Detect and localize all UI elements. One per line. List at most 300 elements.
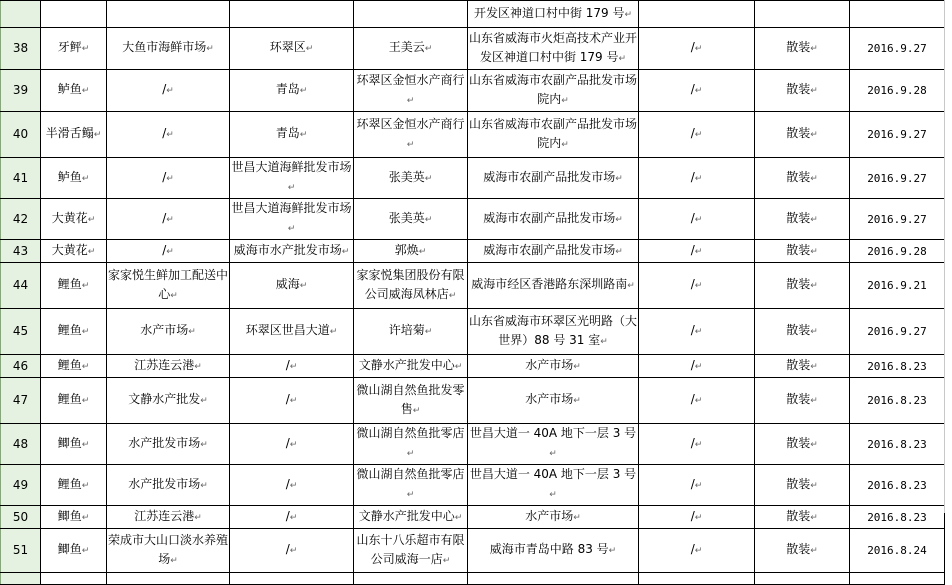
species-cell[interactable] [41,506,107,529]
row-number[interactable] [1,240,41,263]
paragraph-mark-icon: ↵ [442,555,451,566]
seller-cell[interactable] [354,506,468,529]
cell-text: / [285,542,290,556]
origin-cell[interactable] [230,263,354,309]
paragraph-mark-icon: ↵ [618,53,627,64]
table-row [1,263,945,309]
cell-text: 开发区神道口村中街 179 号 [473,5,625,20]
cell-text: / [162,242,167,257]
paragraph-mark-icon: ↵ [810,439,818,450]
paragraph-mark-icon: ↵ [299,130,308,140]
paragraph-mark-icon: ↵ [694,173,703,184]
cell-text: 2016.8.23 [867,478,927,492]
address-cell[interactable] [468,529,639,573]
cell-text: 张美英 [388,210,425,225]
source-cell[interactable] [107,240,230,263]
row-number[interactable] [1,573,41,585]
cell-text: 世昌大道海鲜批发市场 [231,160,352,174]
species-cell[interactable] [41,28,107,70]
species-cell[interactable] [41,240,107,263]
paragraph-mark-icon: ↵ [561,139,569,150]
seller-cell[interactable] [354,1,468,28]
table-row [1,70,945,112]
source-cell[interactable] [107,529,230,573]
row-number[interactable] [1,309,41,355]
paragraph-mark-icon: ↵ [694,130,703,140]
table-row [1,28,945,70]
source-cell[interactable] [107,309,230,355]
cell-text: 2016.8.23 [867,510,927,524]
paragraph-mark-icon: ↵ [810,214,818,225]
cell-text: 44 [12,278,29,292]
spec-cell[interactable] [639,158,755,199]
packaging-cell[interactable] [755,465,850,506]
cell-text: 王美云 [388,40,425,54]
date-cell[interactable] [850,240,945,263]
origin-cell[interactable] [230,309,354,355]
seller-cell[interactable] [354,112,468,158]
cell-text: 威海市农副产品批发市场 [483,210,616,225]
paragraph-mark-icon: ↵ [87,214,96,225]
spec-cell[interactable] [639,573,755,585]
cell-text: 50 [12,509,29,524]
cell-text: 环翠区金恒水产商行 [356,72,465,87]
cell-text: 荣成市大山口淡水养殖场 [108,532,229,566]
cell-text: 山东省威海市农副产品批发市场院内 [469,72,638,106]
paragraph-mark-icon: ↵ [194,512,202,523]
packaging-cell[interactable] [755,112,850,158]
address-cell[interactable] [468,199,639,240]
packaging-cell[interactable] [755,309,850,355]
seller-cell[interactable] [354,378,468,424]
paragraph-mark-icon: ↵ [341,246,350,257]
cell-text: 水产市场 [140,323,189,337]
address-cell[interactable] [468,506,639,529]
cell-text: 散装 [786,210,811,225]
cell-text: 鲤鱼 [57,277,82,291]
spec-cell[interactable] [639,465,755,506]
source-cell[interactable] [107,158,230,199]
origin-cell[interactable] [230,28,354,70]
packaging-cell[interactable] [755,573,850,585]
paragraph-mark-icon: ↵ [615,214,623,225]
cell-text: 51 [12,543,29,557]
cell-text: 文静水产批发 [128,392,201,406]
species-cell[interactable] [41,465,107,506]
table-row [1,529,945,573]
paragraph-mark-icon: ↵ [424,44,433,54]
seller-cell[interactable] [354,355,468,378]
cell-text: 2016.8.23 [867,437,927,451]
origin-cell[interactable] [230,240,354,263]
date-cell[interactable] [850,1,945,28]
paragraph-mark-icon: ↵ [406,95,415,106]
paragraph-mark-icon: ↵ [694,480,703,491]
species-cell[interactable] [41,529,107,573]
species-cell[interactable] [41,199,107,240]
packaging-cell[interactable] [755,28,850,70]
paragraph-mark-icon: ↵ [600,336,608,347]
date-cell[interactable] [850,424,945,465]
seller-cell[interactable] [354,529,468,573]
paragraph-mark-icon: ↵ [299,281,308,291]
source-cell[interactable] [107,112,230,158]
seller-cell[interactable] [354,199,468,240]
paragraph-mark-icon: ↵ [561,95,569,106]
spec-cell[interactable] [639,506,755,529]
spec-cell[interactable] [639,28,755,70]
spec-cell[interactable] [639,378,755,424]
cell-text: 山东省威海市农副产品批发市场院内 [469,116,638,150]
cell-text: 威海 [275,277,300,291]
cell-text: 许培菊 [388,323,425,337]
seller-cell[interactable] [354,309,468,355]
paragraph-mark-icon: ↵ [406,449,415,459]
packaging-cell[interactable] [755,240,850,263]
cell-text: 鲤鱼 [57,392,82,406]
cell-text: 散装 [786,392,811,406]
address-cell[interactable] [468,309,639,355]
paragraph-mark-icon: ↵ [299,86,308,96]
seller-cell[interactable] [354,28,468,70]
packaging-cell[interactable] [755,529,850,573]
row-number[interactable] [1,465,41,506]
seller-cell[interactable] [354,573,468,585]
species-cell[interactable] [41,424,107,465]
cell-text: 文静水产批发中心 [358,357,455,372]
origin-cell[interactable] [230,112,354,158]
paragraph-mark-icon: ↵ [573,512,581,523]
paragraph-mark-icon: ↵ [289,512,298,523]
paragraph-mark-icon: ↵ [287,224,296,234]
spec-cell[interactable] [639,240,755,263]
paragraph-mark-icon: ↵ [81,173,90,184]
cell-text: 45 [12,324,29,338]
origin-cell[interactable] [230,465,354,506]
paragraph-mark-icon: ↵ [448,290,457,301]
cell-text: 41 [12,170,29,185]
paragraph-mark-icon: ↵ [81,480,90,491]
paragraph-mark-icon: ↵ [424,173,433,184]
paragraph-mark-icon: ↵ [166,246,174,257]
table-body [1,1,945,585]
cell-text: 散装 [786,82,811,96]
source-cell[interactable] [107,424,230,465]
row-number[interactable] [1,112,41,158]
paragraph-mark-icon: ↵ [627,281,635,291]
paragraph-mark-icon: ↵ [810,86,818,96]
paragraph-mark-icon: ↵ [206,44,214,54]
cell-text: 鲈鱼 [57,82,82,96]
seller-cell[interactable] [354,465,468,506]
table-row [1,309,945,355]
cell-text: 微山湖自然鱼批零店 [356,467,465,481]
cell-text: 文静水产批发中心 [358,508,455,523]
cell-text: 牙鲆 [57,40,82,54]
source-cell[interactable] [107,506,230,529]
paragraph-mark-icon: ↵ [170,555,178,566]
packaging-cell[interactable] [755,1,850,28]
paragraph-mark-icon: ↵ [81,281,90,291]
address-cell[interactable] [468,158,639,199]
cell-text: 2016.9.27 [867,212,927,226]
source-cell[interactable] [107,355,230,378]
paragraph-mark-icon: ↵ [166,214,174,225]
packaging-cell[interactable] [755,199,850,240]
source-cell[interactable] [107,573,230,585]
packaging-cell[interactable] [755,424,850,465]
cell-text: 2016.9.27 [867,128,927,141]
paragraph-mark-icon: ↵ [454,361,463,372]
cell-text: 鲤鱼 [57,323,82,337]
paragraph-mark-icon: ↵ [412,405,421,416]
paragraph-mark-icon: ↵ [694,44,703,54]
spec-cell[interactable] [639,529,755,573]
address-cell[interactable] [468,378,639,424]
paragraph-mark-icon: ↵ [289,439,298,450]
source-cell[interactable] [107,28,230,70]
date-cell[interactable] [850,378,945,424]
species-cell[interactable] [41,158,107,199]
paragraph-mark-icon: ↵ [81,546,90,556]
date-cell[interactable] [850,263,945,309]
cell-text: 微山湖自然鱼批发零售 [356,382,465,416]
cell-text: 江苏连云港 [134,508,195,523]
row-number[interactable] [1,28,41,70]
species-cell[interactable] [41,573,107,585]
species-cell[interactable] [41,355,107,378]
species-cell[interactable] [41,112,107,158]
cell-text: 2016.9.28 [867,84,927,97]
table-row [1,424,945,465]
spec-cell[interactable] [639,424,755,465]
species-cell[interactable] [41,263,107,309]
source-cell[interactable] [107,378,230,424]
packaging-cell[interactable] [755,263,850,309]
cell-text: 散装 [786,542,811,556]
cell-text: 山东省威海市环翠区光明路（大世界）88 号 31 室 [469,313,638,347]
packaging-cell[interactable] [755,70,850,112]
cell-text: 2016.8.23 [867,394,927,407]
date-cell[interactable] [850,112,945,158]
paragraph-mark-icon: ↵ [810,327,818,337]
origin-cell[interactable] [230,158,354,199]
cell-text: 威海市经区香港路东深圳路南 [471,277,628,291]
table-row [1,378,945,424]
source-cell[interactable] [107,263,230,309]
cell-text: / [690,357,695,372]
cell-text: 大黄花 [51,210,88,225]
paragraph-mark-icon: ↵ [810,130,818,140]
cell-text: / [162,82,167,96]
address-cell[interactable] [468,70,639,112]
cell-text: 散装 [786,242,811,257]
paragraph-mark-icon: ↵ [615,246,623,257]
seller-cell[interactable] [354,70,468,112]
table-row [1,199,945,240]
paragraph-mark-icon: ↵ [81,44,90,54]
address-cell[interactable] [468,1,639,28]
row-number[interactable] [1,158,41,199]
paragraph-mark-icon: ↵ [170,290,178,301]
source-cell[interactable] [107,465,230,506]
paragraph-mark-icon: ↵ [81,86,90,96]
cell-text: 水产批发市场 [128,435,201,450]
origin-cell[interactable] [230,199,354,240]
cell-text: 青岛 [275,82,300,96]
cell-text: / [285,392,290,406]
species-cell[interactable] [41,309,107,355]
address-cell[interactable] [468,28,639,70]
cell-text: 2016.9.21 [867,279,927,292]
seller-cell[interactable] [354,158,468,199]
source-cell[interactable] [107,1,230,28]
address-cell[interactable] [468,465,639,506]
cell-text: 鲤鱼 [57,357,82,372]
packaging-cell[interactable] [755,378,850,424]
paragraph-mark-icon: ↵ [694,396,703,406]
source-cell[interactable] [107,199,230,240]
address-cell[interactable] [468,424,639,465]
date-cell[interactable] [850,28,945,70]
row-number[interactable] [1,263,41,309]
row-number[interactable] [1,70,41,112]
address-cell[interactable] [468,355,639,378]
origin-cell[interactable] [230,378,354,424]
species-cell[interactable] [41,70,107,112]
address-cell[interactable] [468,263,639,309]
spec-cell[interactable] [639,70,755,112]
cell-text: 环翠区世昌大道 [245,323,330,337]
paragraph-mark-icon: ↵ [810,396,818,406]
origin-cell[interactable] [230,1,354,28]
cell-text: 半滑舌鳎 [45,126,94,140]
cell-text: / [690,242,695,257]
cell-text: 鲈鱼 [57,169,82,184]
cell-text: 威海市青岛中路 83 号 [489,542,609,556]
row-number[interactable] [1,506,41,529]
origin-cell[interactable] [230,506,354,529]
origin-cell[interactable] [230,355,354,378]
spec-cell[interactable] [639,309,755,355]
date-cell[interactable] [850,506,945,529]
paragraph-mark-icon: ↵ [289,361,298,372]
date-cell[interactable] [850,573,945,585]
row-number[interactable] [1,199,41,240]
cell-text: 43 [12,243,29,258]
cell-text: 水产市场 [525,392,574,406]
spec-cell[interactable] [639,355,755,378]
paragraph-mark-icon: ↵ [289,546,298,556]
paragraph-mark-icon: ↵ [694,86,703,96]
date-cell[interactable] [850,529,945,573]
date-cell[interactable] [850,309,945,355]
cell-text: 散装 [786,323,811,337]
cell-text: 2016.8.23 [867,359,927,373]
date-cell[interactable] [850,355,945,378]
source-cell[interactable] [107,70,230,112]
cell-text: 微山湖自然鱼批零店 [356,426,465,440]
cell-text: 家家悦生鲜加工配送中心 [108,267,229,301]
spec-cell[interactable] [639,112,755,158]
species-cell[interactable] [41,1,107,28]
packaging-cell[interactable] [755,355,850,378]
cell-text: 48 [12,436,29,451]
origin-cell[interactable] [230,573,354,585]
paragraph-mark-icon: ↵ [454,512,463,523]
cell-text: 2016.9.27 [867,171,927,185]
address-cell[interactable] [468,573,639,585]
row-number[interactable] [1,378,41,424]
origin-cell[interactable] [230,424,354,465]
cell-text: / [285,476,290,491]
paragraph-mark-icon: ↵ [166,173,174,184]
spec-cell[interactable] [639,1,755,28]
cell-text: 40 [12,127,29,141]
date-cell[interactable] [850,199,945,240]
cell-text: 42 [12,211,29,226]
row-number[interactable] [1,1,41,28]
paragraph-mark-icon: ↵ [424,214,433,225]
address-cell[interactable] [468,112,639,158]
row-number[interactable] [1,424,41,465]
paragraph-mark-icon: ↵ [608,546,617,556]
paragraph-mark-icon: ↵ [810,546,818,556]
packaging-cell[interactable] [755,506,850,529]
cell-text: 山东十八乐超市有限公司威海一店 [356,532,465,566]
cell-text: / [690,40,695,54]
cell-text: / [690,126,695,140]
row-number[interactable] [1,355,41,378]
cell-text: 水产市场 [525,508,574,523]
origin-cell[interactable] [230,70,354,112]
paragraph-mark-icon: ↵ [406,490,415,500]
spec-cell[interactable] [639,263,755,309]
origin-cell[interactable] [230,529,354,573]
table-row [1,465,945,506]
cell-text: / [690,508,695,523]
paragraph-mark-icon: ↵ [87,246,96,257]
cell-text: / [690,323,695,337]
paragraph-mark-icon: ↵ [287,183,296,193]
cell-text: 散装 [786,277,811,291]
cell-text: 47 [12,393,29,407]
cell-text: 散装 [786,126,811,140]
cell-text: 散装 [786,476,811,491]
seller-cell[interactable] [354,424,468,465]
address-cell[interactable] [468,240,639,263]
seller-cell[interactable] [354,263,468,309]
species-cell[interactable] [41,378,107,424]
row-number[interactable] [1,529,41,573]
paragraph-mark-icon: ↵ [573,396,581,406]
date-cell[interactable] [850,465,945,506]
seller-cell[interactable] [354,240,468,263]
date-cell[interactable] [850,158,945,199]
cell-text: 49 [12,477,29,492]
paragraph-mark-icon: ↵ [81,396,90,406]
paragraph-mark-icon: ↵ [810,480,818,491]
cell-text: 水产批发市场 [128,476,201,491]
paragraph-mark-icon: ↵ [810,173,818,184]
paragraph-mark-icon: ↵ [329,327,338,337]
cell-text: 威海市农副产品批发市场 [483,242,616,257]
packaging-cell[interactable] [755,158,850,199]
paragraph-mark-icon: ↵ [810,44,818,54]
cell-text: 大黄花 [51,242,88,257]
spec-cell[interactable] [639,199,755,240]
date-cell[interactable] [850,70,945,112]
